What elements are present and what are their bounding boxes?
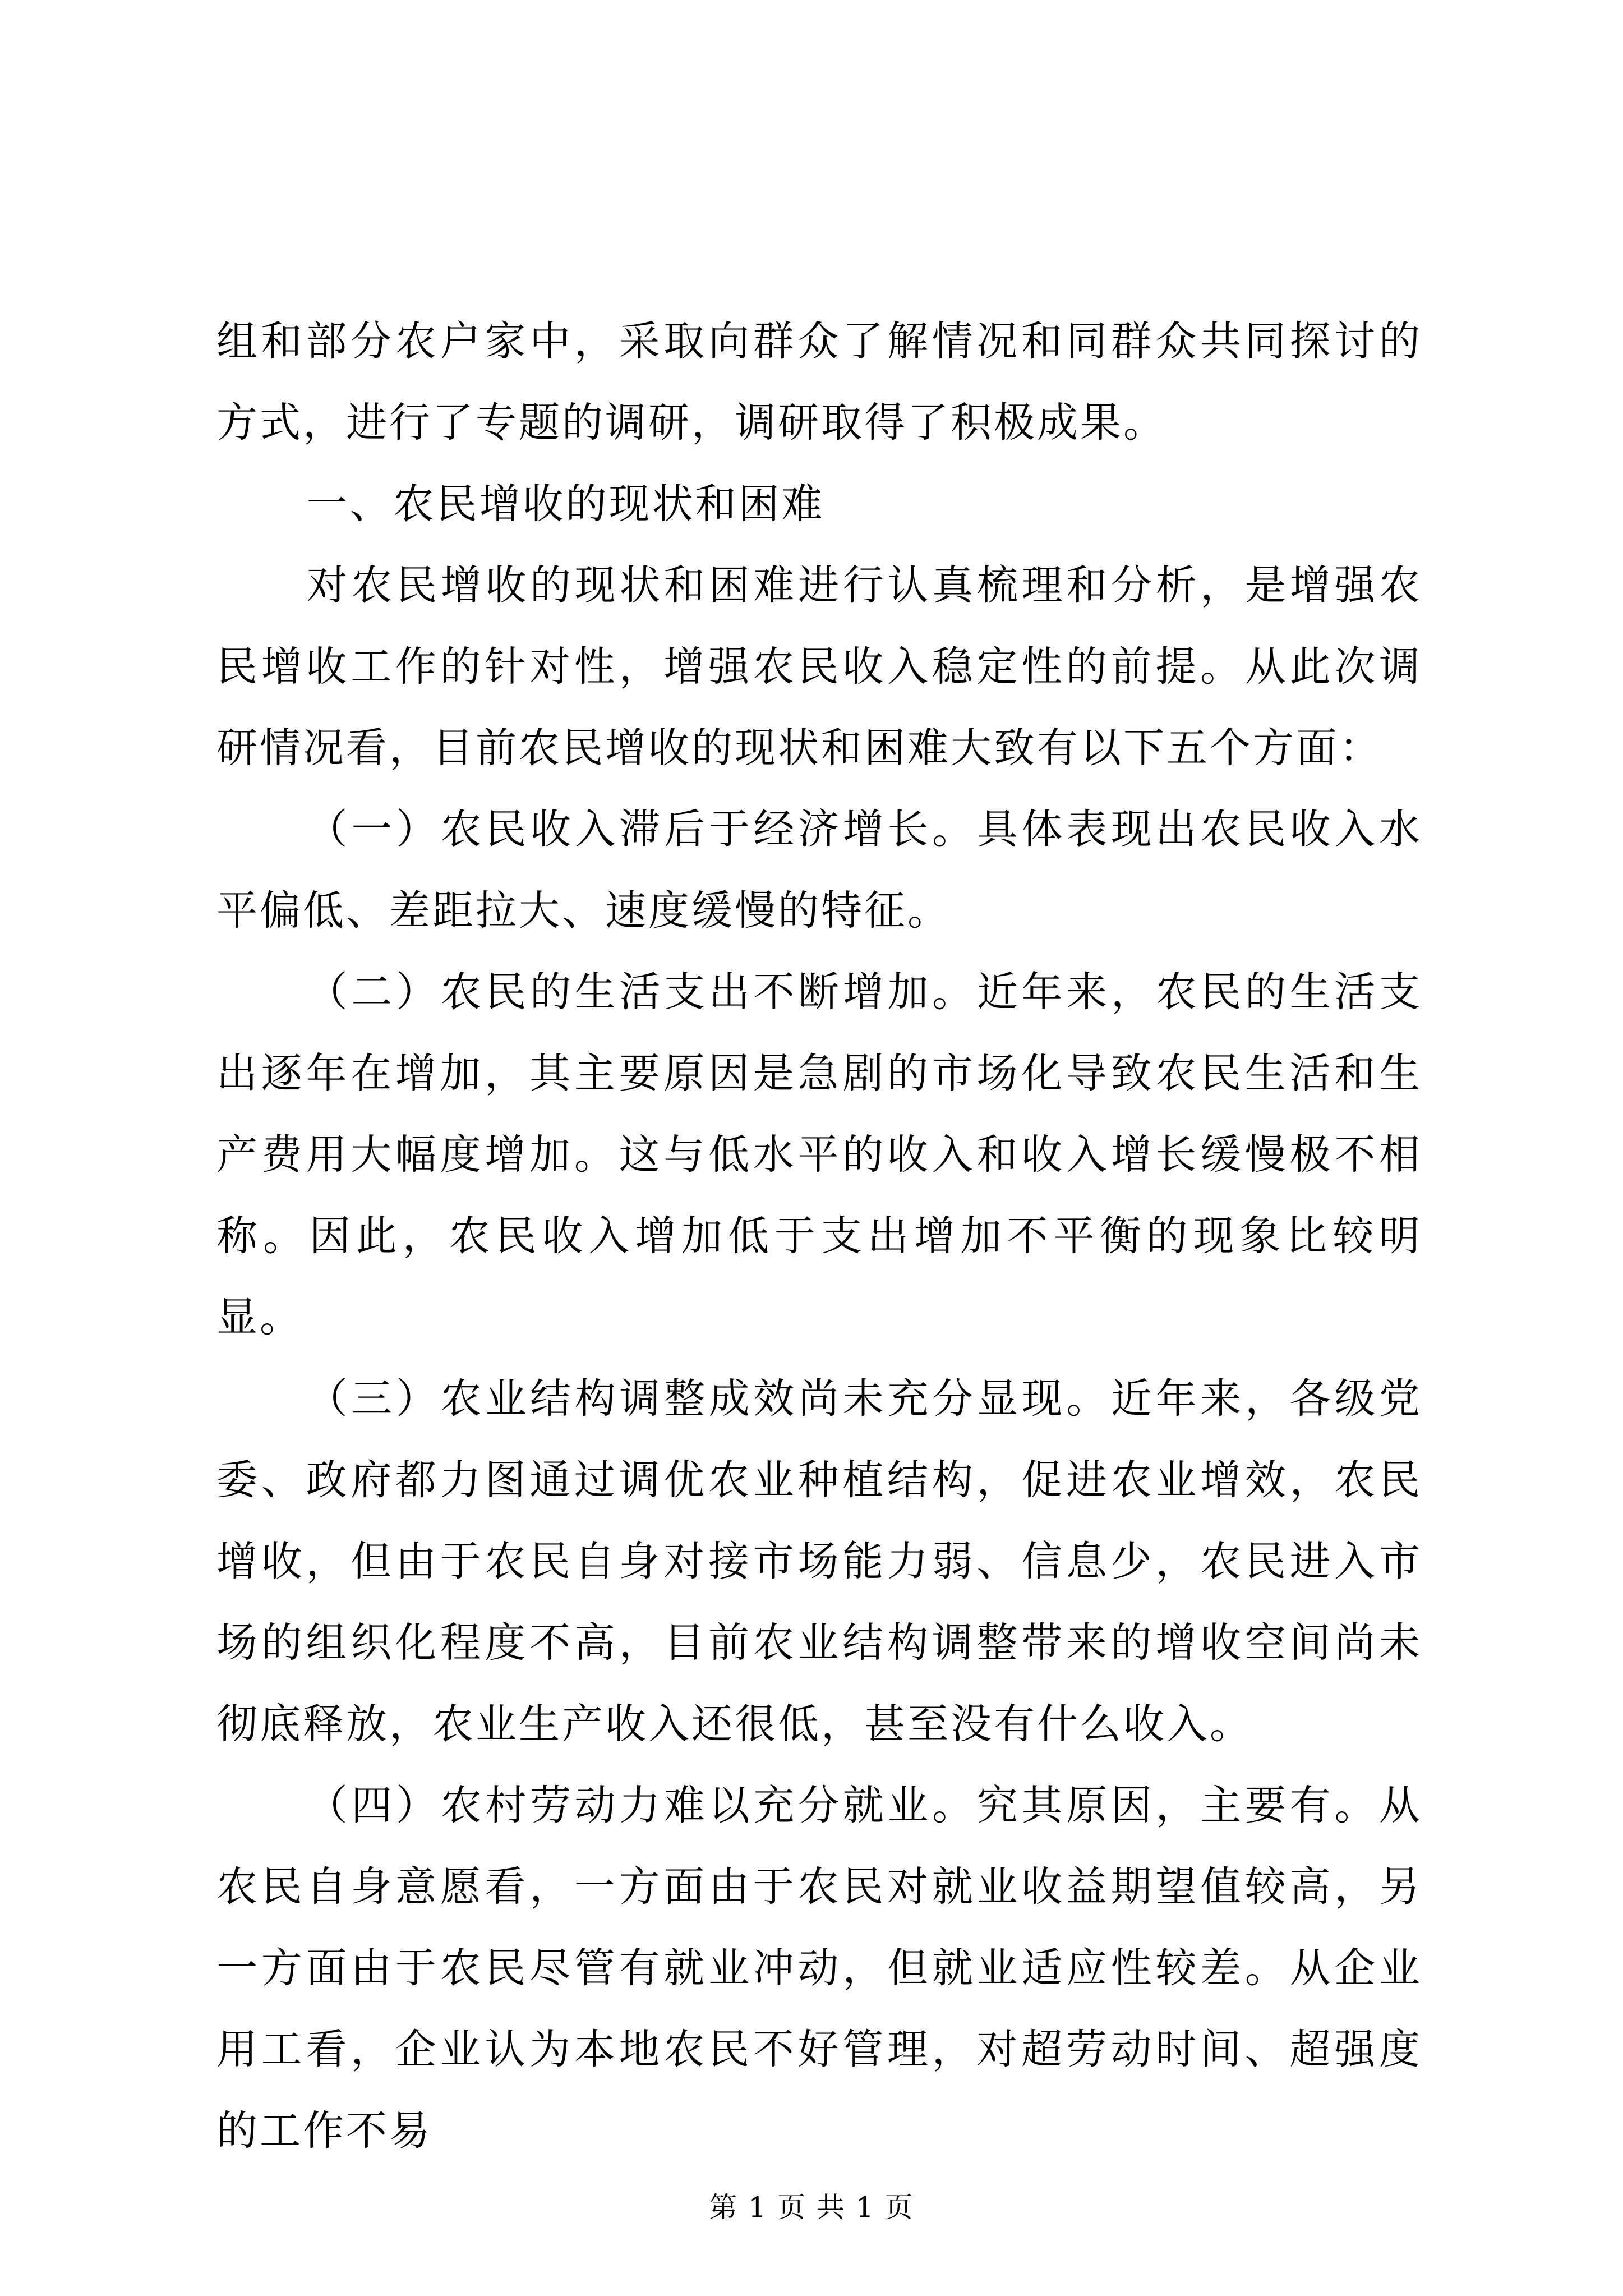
section-heading: 一、农民增收的现状和困难 (306, 480, 825, 528)
paragraph-1: 组和部分农户家中，采取向群众了解情况和同群众共同探讨的方式，进行了专题的调研，调研取得了积极成果。 (216, 318, 1422, 447)
paragraph-6: （三）农业结构调整成效尚未充分显现。近年来，各级党委、政府都力图通过调优农业种植结构，促进农业增效，农民增收，但由于农民自身对接市场能力弱、信息少，农民进入市场的组织化程度不高，目前农业结构调整带来的增收空间尚未彻底释放，农业生产收入还很低，甚至没有什么收入。 (216, 1375, 1422, 1748)
paragraph-3: 对农民增收的现状和困难进行认真梳理和分析，是增强农民增收工作的针对性，增强农民收入稳定性的前提。从此次调研情况看，目前农民增收的现状和困难大致有以下五个方面： (216, 562, 1422, 772)
paragraph-5: （二）农民的生活支出不断增加。近年来，农民的生活支出逐年在增加，其主要原因是急剧的市场化导致农民生活和生产费用大幅度增加。这与低水平的收入和收入增长缓慢极不相称。因此，农民收入增加低于支出增加不平衡的现象比较明显。 (216, 968, 1422, 1341)
paragraph-4: （一）农民收入滞后于经济增长。具体表现出农民收入水平偏低、差距拉大、速度缓慢的特征。 (216, 806, 1422, 935)
paragraph-7: （四）农村劳动力难以充分就业。究其原因，主要有。从农民自身意愿看，一方面由于农民对就业收益期望值较高，另一方面由于农民尽管有就业冲动，但就业适应性较差。从企业用工看，企业认为本地农民不好管理，对超劳动时间、超强度的工作不易 (216, 1782, 1422, 2155)
document-body (216, 301, 1422, 2171)
page-footer: 第 1 页 共 1 页 (709, 2191, 914, 2224)
